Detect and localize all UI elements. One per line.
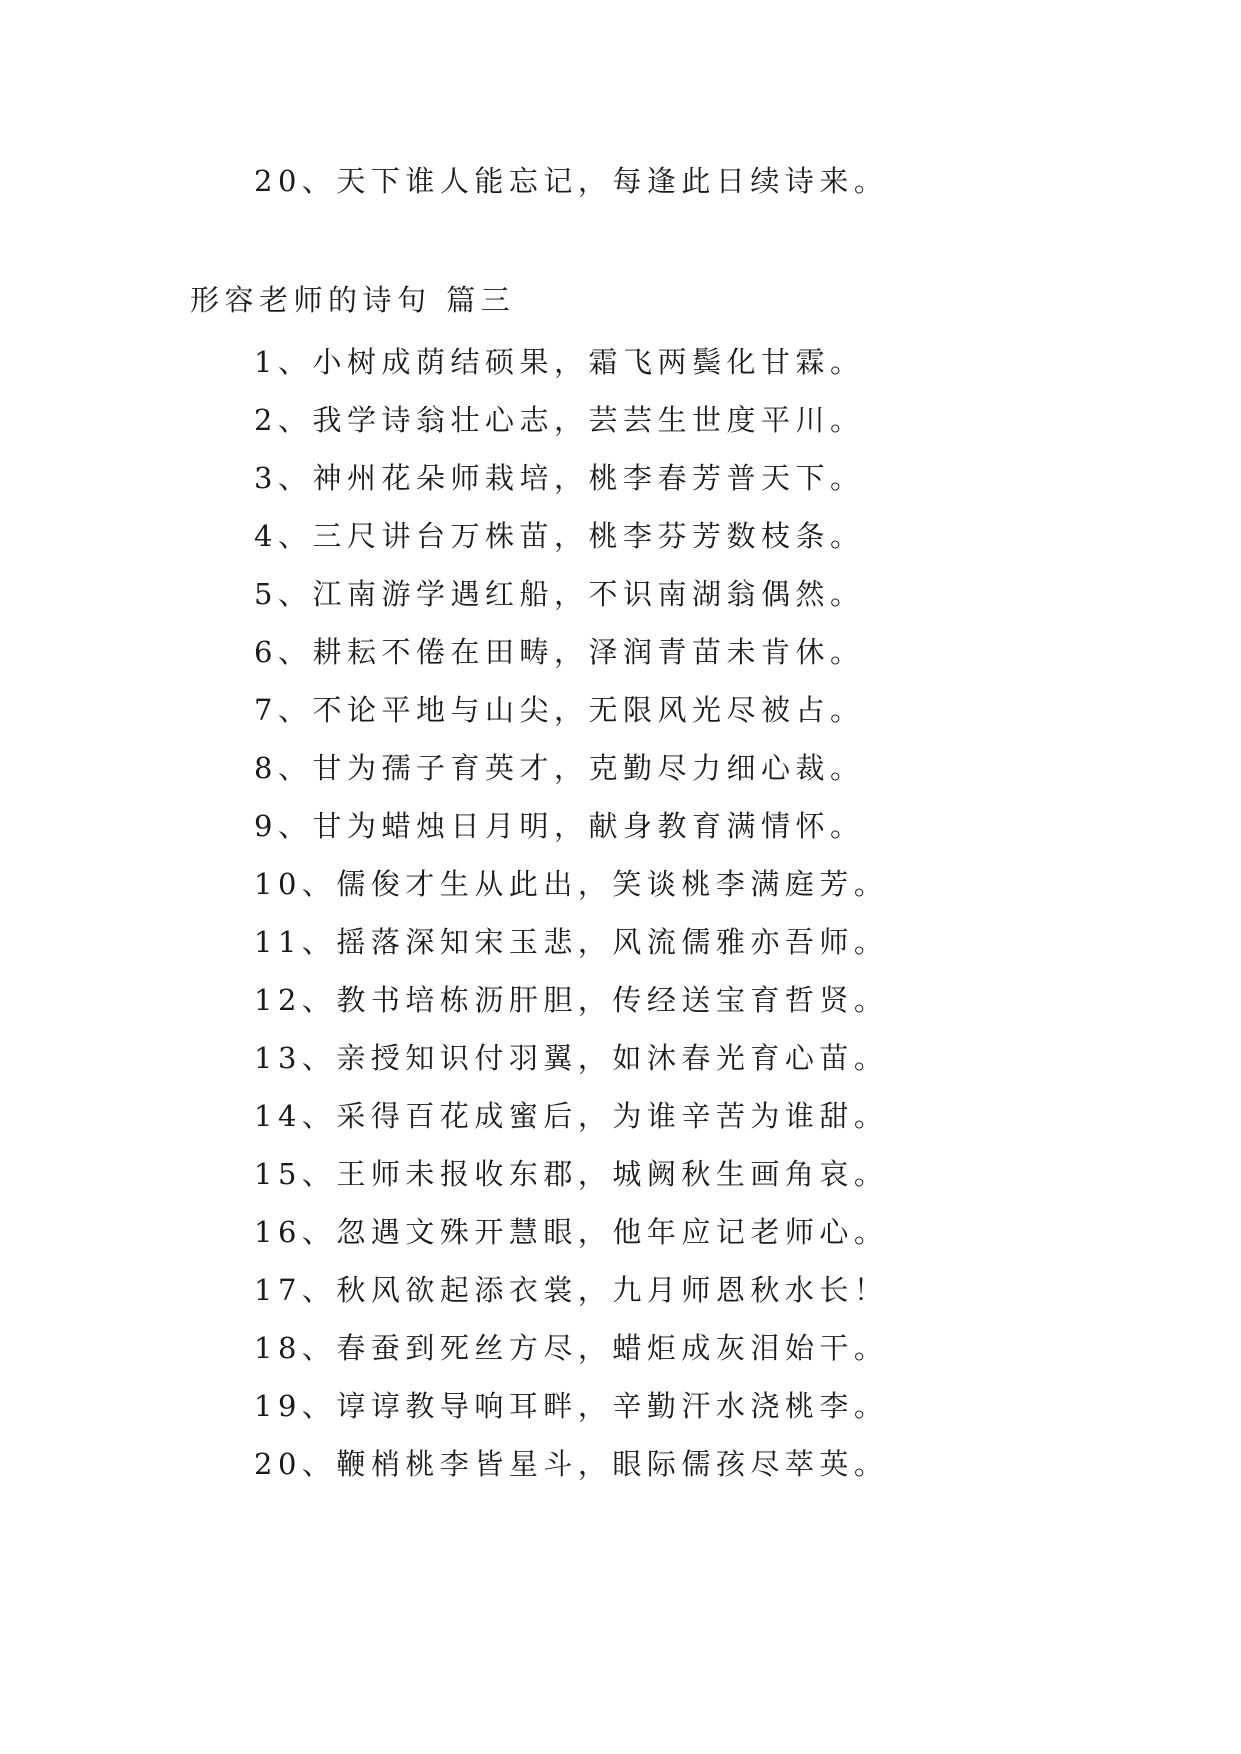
poem-line: 5、江南游学遇红船，不识南湖翁偶然。 (254, 577, 865, 611)
poem-line: 14、采得百花成蜜后，为谁辛苦为谁甜。 (254, 1099, 889, 1133)
poem-line: 11、摇落深知宋玉悲，风流儒雅亦吾师。 (254, 925, 889, 959)
poem-line: 7、不论平地与山尖，无限风光尽被占。 (254, 693, 865, 727)
section-heading: 形容老师的诗句 篇三 (190, 283, 516, 317)
poem-line: 8、甘为孺子育英才，克勤尽力细心裁。 (254, 751, 865, 785)
poem-line: 16、忽遇文殊开慧眼，他年应记老师心。 (254, 1215, 889, 1249)
poem-line: 6、耕耘不倦在田畴，泽润青苗未肯休。 (254, 635, 865, 669)
previous-poem-line: 20、天下谁人能忘记，每逢此日续诗来。 (254, 164, 889, 198)
poem-line: 15、王师未报收东郡，城阙秋生画角哀。 (254, 1157, 889, 1191)
poem-line: 20、鞭梢桃李皆星斗，眼际儒孩尽萃英。 (254, 1447, 889, 1481)
poem-line: 19、谆谆教导响耳畔，辛勤汗水浇桃李。 (254, 1389, 889, 1423)
poem-list (254, 344, 888, 1504)
poem-line: 13、亲授知识付羽翼，如沐春光育心苗。 (254, 1041, 889, 1075)
poem-line: 9、甘为蜡烛日月明，献身教育满情怀。 (254, 809, 865, 843)
poem-line: 3、神州花朵师栽培，桃李春芳普天下。 (254, 461, 865, 495)
poem-line: 1、小树成荫结硕果，霜飞两鬓化甘霖。 (254, 345, 865, 379)
poem-line: 12、教书培栋沥肝胆，传经送宝育哲贤。 (254, 983, 889, 1017)
poem-line: 10、儒俊才生从此出，笑谈桃李满庭芳。 (254, 867, 889, 901)
poem-line: 4、三尺讲台万株苗，桃李芬芳数枝条。 (254, 519, 865, 553)
poem-line: 2、我学诗翁壮心志，芸芸生世度平川。 (254, 403, 865, 437)
poem-line: 17、秋风欲起添衣裳，九月师恩秋水长！ (254, 1273, 889, 1307)
poem-line: 18、春蚕到死丝方尽，蜡炬成灰泪始干。 (254, 1331, 889, 1365)
